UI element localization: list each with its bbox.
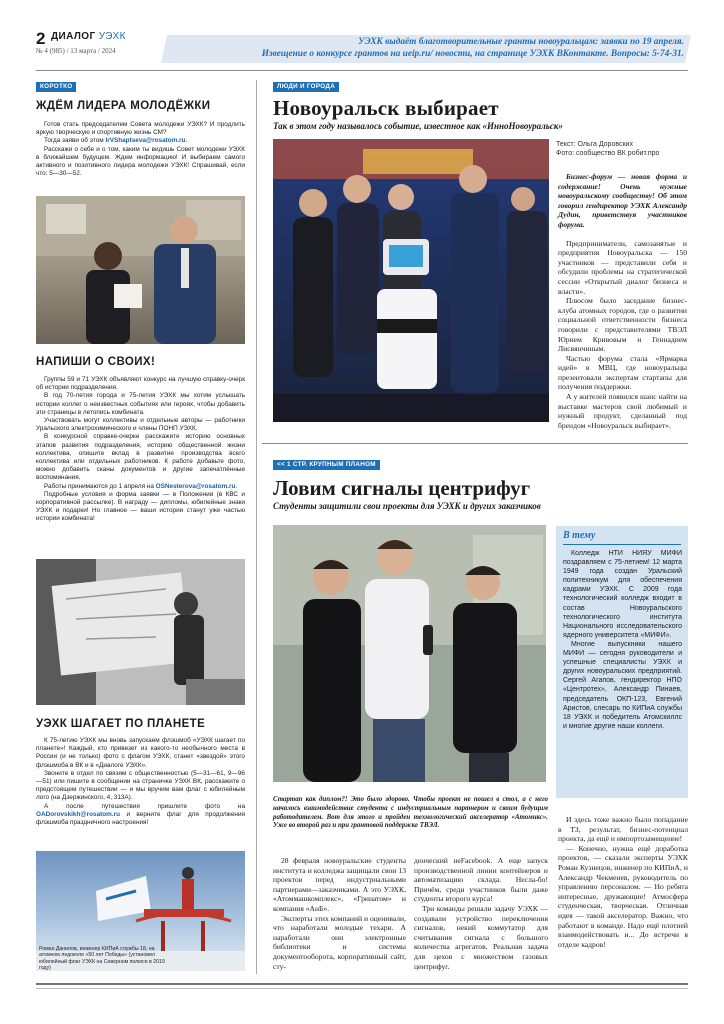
sidebar-title-rule <box>563 544 681 545</box>
paragraph <box>36 483 245 491</box>
photo-archive <box>36 559 245 705</box>
paragraph: — Конечно, нужна ещё доработка проектов, — сказали эксперты УЭХК Роман Кузнецов, инженер по КИПиА, и Александр Чекменев, руководитель по управлению персоналом. — Но ребята интересные, дружающие! Атмосфера студенческая, творческая. Отличная идея — такой акселератор. Важно, что работают в команде. Надо ещё плотней взаимодействовать и... До встречи в отделе кадров! <box>558 843 688 949</box>
paragraph: Три команды решали задачу УЭХК — создавали устройство переключения сигналов, некий коммутатор для считывания сигнала с большого количества агрегатов. Реальная задача для цехов с множеством газовых центрифуг. <box>414 903 548 971</box>
photo-forum <box>273 139 549 422</box>
column-divider <box>256 80 257 974</box>
paper-name <box>51 31 126 42</box>
article-divider <box>262 443 688 444</box>
text: . <box>185 137 188 145</box>
paragraph <box>36 803 245 828</box>
article1-credit-photo: Фото: сообщество ВК робит.про <box>556 150 660 157</box>
footer-rule-thin <box>36 988 688 989</box>
text: А после путешествия пришлите фото на <box>44 802 245 810</box>
article2-subtitle: Студенты защитили свои проекты для УЭХК и других заказчиков <box>273 501 541 511</box>
page-number: 2 <box>36 29 46 48</box>
text: и верните флаг для продолжения флэшмоба праздничного настроения! <box>36 810 245 827</box>
paragraph: Участвовать могут коллективы и отдельные авторы — работники Уральского электрохимического и члены ПОНП УЭХК. <box>36 417 245 433</box>
paragraph: Эксперты этих компаний и оценивали, что наработали молодые техари. А наработали они электронные библиотеки и системы документооборота, корпоративный сайт, сту- <box>273 913 406 971</box>
paragraph: В год 70-летия города и 75-летия УЭХК мы хотим услышать истории коллег о неизвестных событиях или героях, чтобы добавить эти страницы в летопись комбината. <box>36 392 245 416</box>
paragraph: Готов стать председателем Совета молодежи УЭХК? И продлить яркую творческую и спортивную жизнь СМ? <box>36 121 245 137</box>
section-tag-closeup: << 1 СТР. КРУПНЫМ ПЛАНОМ <box>273 460 380 470</box>
article2-title: Ловим сигналы центрифуг <box>273 476 531 500</box>
paragraph: Подробные условия и форма заявки — в Положении (в КВС и корпоративной рассылке). В награду — дипломы, юбилейные знаки УЭХК и подарки! Но главное — ваши истории станут уже частью истории комбината! <box>36 490 245 523</box>
email-link[interactable]: OSNesterova@rosatom.ru <box>155 482 236 490</box>
students-photo-caption: Стартап как диплом?! Это было здорово. Чтобы проект не пошел в стол, а с него началось взаимодействие студента с индустриальным партнером и своим будущим работодателем. Вот для этого и пройден технологический акселератор «Атомикс». Уже во второй раз и при грантовой поддержке ТВЭЛ. <box>273 796 548 830</box>
planet-text <box>36 737 245 827</box>
article2-col3 <box>558 815 688 949</box>
issue-info: № 4 (985) / 13 марта / 2024 <box>36 47 116 55</box>
text: Работы принимаются до 1 апреля на <box>44 482 156 490</box>
photo-students <box>273 525 546 782</box>
article2-col2 <box>414 856 548 971</box>
icebreaker-caption: Роман Данилов, инженер КИПиА службы 18, на атомном ледоколе «50 лет Победы» (установил юбилейный флаг УЭХК на Северном полюсе в 2019 году) <box>39 946 165 971</box>
article1-title: Новоуральск выбирает <box>273 96 499 120</box>
paragraph: Предприниматели, самозанятые и предприятия Новоуральска — 150 участников — представили себя и обсудили проблемы на стратегической сессии «Открытый диалог бизнеса и власти». <box>558 238 687 296</box>
paragraph: денческий неFacebook. А еще запуск производственной линии контейнеров и автоматизацию склада. Несла-бо! Причём, среди участников были даже студенты второго курса! <box>414 856 548 904</box>
paragraph: Колледж НТИ НИЯУ МИФИ поздравляем с 75-летием! 12 марта 1949 года создан Уральский политехникум для обеспечения кадрами УЭХК. С 2009 года технологический колледж входит в состав Новоуральского технологического института Национального исследовательского ядерного университета «МИФИ». <box>563 550 682 639</box>
text: Тогда заяви об этом <box>44 137 106 145</box>
email-link[interactable]: OADorovskikh@rosatom.ru <box>36 810 121 818</box>
paragraph: Частью форума стала «Ярмарка идей» в МВЦ, где новоуральцы презентовали экспертам стартапы для получения поддержки. <box>558 353 687 392</box>
sidebar-text <box>563 549 682 731</box>
write-text <box>36 376 245 524</box>
banner-line-1: УЭХК выдаёт благотворительные гранты новоуральцам: заявки по 19 апреля. <box>358 37 684 47</box>
paragraph: Плюсом было заседание бизнес-клуба атомных городов, где о развитии социальной ответственности бизнеса говорили с представителями ТВЭЛ Юрием Кривовым и Геннадием Лисвянчиным. <box>558 296 687 354</box>
paragraph: А у жителей появился шанс найти на выставке мастеров свой любимый и нужный продукт, сделанный под брендом «Новоуральск выбирает». <box>558 392 687 430</box>
paper-subtitle: УЭХК <box>98 31 126 42</box>
section-tag-korotko: КОРОТКО <box>36 82 76 92</box>
section-title-planet: УЭХК ШАГАЕТ ПО ПЛАНЕТЕ <box>36 718 206 730</box>
article1-lead: Бизнес-форум — новая форма и содержание! Очень нужные новоуральскому сообществу! Об этом говорил гендиректор УЭХК Александр Дудин, приветствуя участников форума. <box>558 172 687 229</box>
paragraph <box>36 137 245 145</box>
photo-youth-council <box>36 196 245 344</box>
article1-credit-author: Текст: Ольга Доровских <box>556 141 633 148</box>
article1-body <box>558 172 687 430</box>
paper-title: ДИАЛОГ <box>51 31 96 42</box>
paragraph: 28 февраля новоуральские студенты института и колледжа защищали свои 13 проектов перед индустриальными партнерами—заказчиками. А это УЭХК, «Атоммашкомплекс», «Гринатом» и компания «АнБ». <box>273 856 406 913</box>
section-title-leader: ЖДЁМ ЛИДЕРА МОЛОДЁЖКИ <box>36 100 211 112</box>
paragraph: Многие выпускники нашего МИФИ — сегодня руководители и успешные специалисты УЭХК и других новоуральских предприятий. Сергей Агапов, гендиректор НПО «Центротех», Александр Пинаев, председатель ОКП-123, Евгений Аристов, слесарь по КИПиА службы 18 УЭХК и победитель Атомскиллс и многие другие наши коллеги. <box>563 640 682 730</box>
paragraph: Группы 59 и 71 УЭХК объявляют конкурс на лучшую справку-очерк об истории подразделения. <box>36 376 245 392</box>
banner-line-2: Извещение о конкурсе грантов на ueip.ru/ новости, на странице УЭХК ВКонтакте. Вопросы: 5-74-31. <box>261 49 684 59</box>
email-link[interactable]: IrVShaptseva@rosatom.ru <box>105 137 186 145</box>
article2-col1 <box>273 856 406 971</box>
sidebar-title: В тему <box>563 530 596 541</box>
paragraph: В конкурсной справке-очерке расскажите историю основных этапов развития подразделения, историю общественной жизни коллектива, опишите вклад в развитие производства всего коллектива или отдельных работников. К работе добавьте фото, можно добавить сканы документов и другие запечатлённые воспоминания. <box>36 433 245 482</box>
photo-icebreaker <box>36 851 245 971</box>
footer-rule <box>36 983 688 985</box>
text: . <box>235 482 238 490</box>
paragraph: К 75-летию УЭХК мы вновь запускаем флэшмоб «УЭХК шагает по планете»! Каждый, кто привезет из какого-то необычного места в России (и не только) фото с флагом УЭХК, станет «звездой» этого флэшмоба в ВК и в «Диалоге УЭХК». <box>36 737 245 769</box>
section-tag-people: ЛЮДИ И ГОРОДА <box>273 82 339 92</box>
paragraph: Расскажи о себе и о том, каким ты видишь Совет молодежи УЭХК в ближайшем будущем. Ждем информацию! И выбираем самого активного и позитивного лидера молодежи УЭХК! Спрашивай, если что: 5—30—52. <box>36 145 245 178</box>
section-title-write: НАПИШИ О СВОИХ! <box>36 356 156 368</box>
article1-subtitle: Так в этом году называлось событие, известное как «ИнноНовоуральск» <box>273 121 563 131</box>
leader-text <box>36 121 245 178</box>
paragraph: Звоните в отдел по связям с общественностью (5—31—61, 9—96—51) или пишите в сообщении на страничке УЭХК ВК, расскажите о предстоящем путешествии — и мы вручим вам флаг с юбилейным лого (на Дзержинского, 4, 313А). <box>36 769 245 802</box>
paragraph: И здесь тоже важно было попадание в ТЗ, результат, бизнес-потенциал проекта, да ещё и импортозамещение! <box>558 815 688 844</box>
header-rule <box>36 70 688 71</box>
